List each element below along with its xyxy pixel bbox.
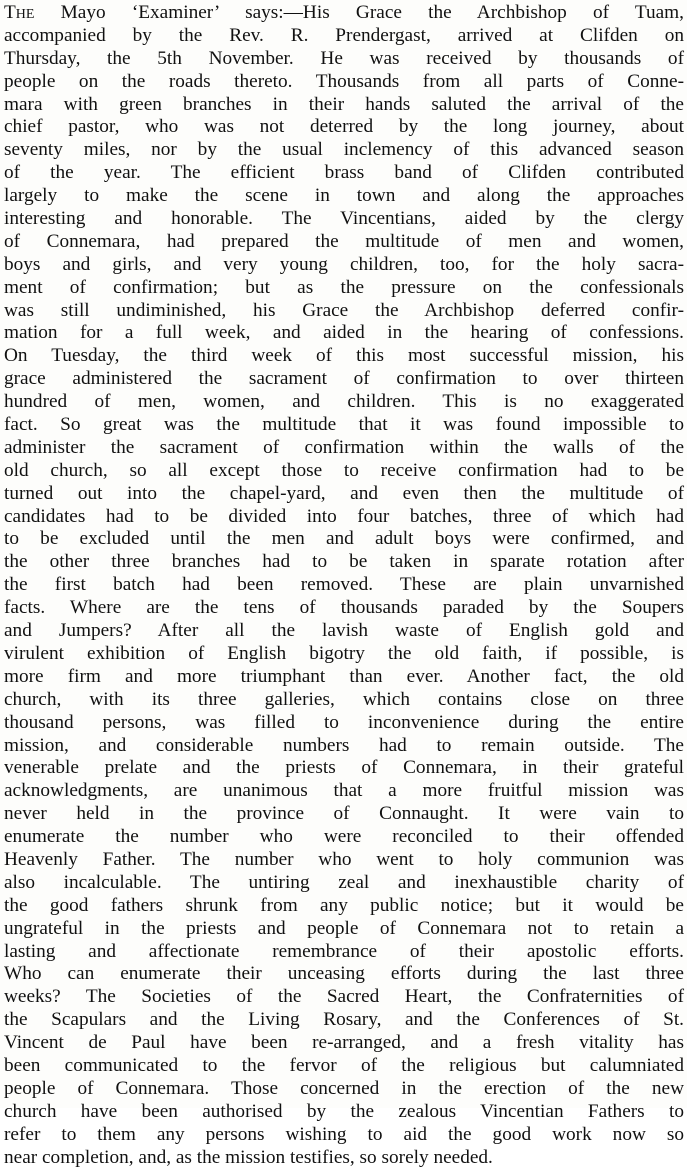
article-line: and Jumpers? After all the lavish waste of English gold and [4,620,684,642]
article-line: hundred of men, women, and children. This is no exaggerated [4,391,684,413]
article-line: thousand persons, was filled to inconvenience during the entire [4,711,684,733]
article-line: Thursday, the 5th November. He was received by thousands of [4,47,684,69]
article-line: to be excluded until the men and adult boys were confirmed, and [4,528,684,550]
article-line: mation for a full week, and aided in the hearing of confessions. [4,322,684,344]
article-line: of the year. The efficient brass band of Clifden contributed [4,162,684,184]
article-line: lasting and affectionate remembrance of their apostolic efforts. [4,940,684,962]
article-line: Vincent de Paul have been re-arranged, and a fresh vitality has [4,1032,684,1054]
article-line: facts. Where are the tens of thousands paraded by the Soupers [4,597,684,619]
article-line: weeks? The Societies of the Sacred Heart, the Confraternities of [4,986,684,1008]
article-line: acknowledgments, are unanimous that a more fruitful mission was [4,780,684,802]
article-line: refer to them any persons wishing to aid the good work now so [4,1123,684,1145]
article-line: administer the sacrament of confirmation within the walls of the [4,436,684,458]
article-line: the good fathers shrunk from any public notice; but it would be [4,894,684,916]
article-line: candidates had to be divided into four batches, three of which had [4,505,684,527]
article-line: people on the roads thereto. Thousands from all parts of Conne- [4,70,684,92]
article-line: fact. So great was the multitude that it was found impossible to [4,414,684,436]
article-line: church have been authorised by the zealous Vincentian Fathers to [4,1100,684,1122]
article-line: church, with its three galleries, which contains close on three [4,688,684,710]
article-line: ment of confirmation; but as the pressure on the confessionals [4,276,684,298]
article-line: the Scapulars and the Living Rosary, and the Conferences of St. [4,1009,684,1031]
article-line: seventy miles, nor by the usual inclemency of this advanced season [4,139,684,161]
article-line: interesting and honorable. The Vincentians, aided by the clergy [4,208,684,230]
article-line: near completion, and, as the mission testifies, so sorely needed. [4,1146,493,1168]
article-line: enumerate the number who were reconciled to their offended [4,826,684,848]
article-text [4,2,684,1169]
article-line: Heavenly Father. The number who went to holy communion was [4,848,684,870]
article-line: old church, so all except those to receive confirmation had to be [4,459,684,481]
article-line: chief pastor, who was not deterred by the long journey, about [4,116,684,138]
article-line: more firm and more triumphant than ever. Another fact, the old [4,665,684,687]
article-line: On Tuesday, the third week of this most successful mission, his [4,345,684,367]
article-line: mission, and considerable numbers had to remain outside. The [4,734,684,756]
article-line: was still undiminished, his Grace the Archbishop deferred confir- [4,299,684,321]
article-line: turned out into the chapel-yard, and even then the multitude of [4,482,684,504]
article-line: virulent exhibition of English bigotry the old faith, if possible, is [4,642,684,664]
article-line: the first batch had been removed. These are plain unvarnished [4,574,684,596]
article-line: the other three branches had to be taken in sparate rotation after [4,551,684,573]
article-line: accompanied by the Rev. R. Prendergast, arrived at Clifden on [4,24,684,46]
article-line: never held in the province of Connaught. It were vain to [4,803,684,825]
lead-word: The [4,2,35,23]
article-line: mara with green branches in their hands saluted the arrival of the [4,93,684,115]
article-line: Who can enumerate their unceasing efforts during the last three [4,963,684,985]
article-line: grace administered the sacrament of confirmation to over thirteen [4,368,684,390]
article-line: people of Connemara. Those concerned in the erection of the new [4,1077,684,1099]
article-line: The Mayo ‘Examiner’ says:—His Grace the Archbishop of Tuam, [4,2,684,23]
article-line: been communicated to the fervor of the religious but calumniated [4,1054,684,1076]
article-line: ungrateful in the priests and people of Connemara not to retain a [4,917,684,939]
article-line: also incalculable. The untiring zeal and inexhaustible charity of [4,871,684,893]
article-line: of Connemara, had prepared the multitude of men and women, [4,230,684,252]
article-line: boys and girls, and very young children, too, for the holy sacra- [4,253,684,275]
article-line: largely to make the scene in town and along the approaches [4,185,684,207]
article-line: venerable prelate and the priests of Connemara, in their grateful [4,757,684,779]
